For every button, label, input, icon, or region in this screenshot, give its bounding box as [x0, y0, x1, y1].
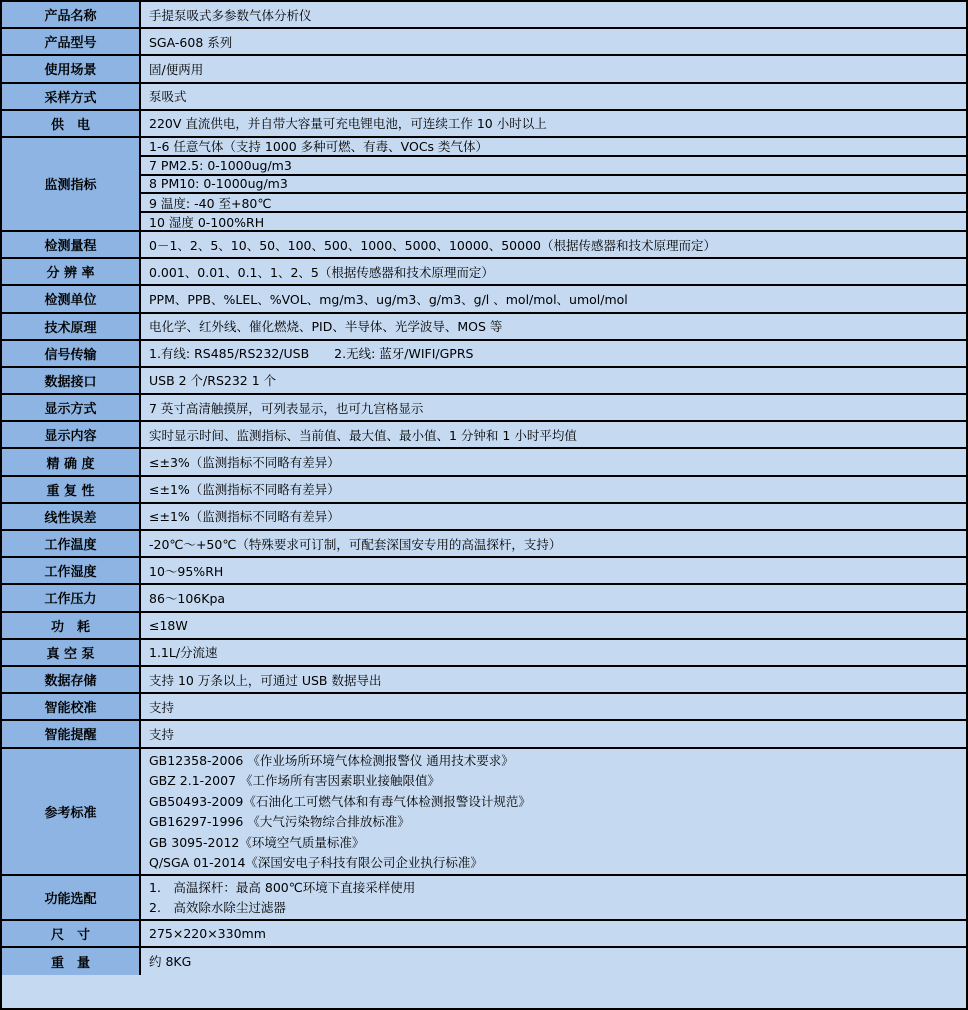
spec-row [2, 477, 966, 504]
spec-row [2, 876, 966, 921]
spec-value-line: GB12358-2006 《作业场所环境气体检测报警仪 通用技术要求》 [149, 752, 514, 768]
spec-label-cell: 供 电 [2, 111, 141, 136]
spec-row [2, 84, 966, 111]
spec-label-cell: 信号传输 [2, 341, 141, 366]
spec-label-cell: 工作压力 [2, 585, 141, 610]
spec-row [2, 259, 966, 286]
spec-value-cell [141, 749, 966, 874]
spec-row [2, 286, 966, 313]
spec-value-line: GBZ 2.1-2007 《工作场所有害因素职业接触限值》 [149, 773, 440, 789]
spec-value-cell [141, 111, 966, 136]
spec-value-line: -20℃～+50℃（特殊要求可订制，可配套深国安专用的高温探杆，支持） [149, 536, 562, 552]
spec-label-cell: 检测量程 [2, 232, 141, 257]
spec-row [2, 2, 966, 29]
spec-value-line: 10 湿度 0-100%RH [149, 214, 265, 230]
spec-value-line: 泵吸式 [149, 89, 187, 105]
spec-label-cell: 监测指标 [2, 138, 141, 230]
spec-value-line: 0－1、2、5、10、50、100、500、1000、5000、10000、50000（根据传感器和技术原理而定） [149, 237, 716, 253]
spec-value-line: 1. 高温探杆：最高 800℃环境下直接采样使用 [149, 879, 416, 895]
spec-value-cell [141, 948, 966, 975]
spec-row [2, 314, 966, 341]
spec-label-cell: 采样方式 [2, 84, 141, 109]
spec-label-cell: 参考标准 [2, 749, 141, 874]
spec-value-cell [141, 667, 966, 692]
spec-value-cell [141, 259, 966, 284]
spec-row [2, 56, 966, 83]
spec-value-cell [141, 449, 966, 474]
spec-value-line: ≤18W [149, 617, 188, 633]
spec-value-line: 1.1L/分流速 [149, 645, 218, 661]
spec-value-cell [141, 504, 966, 529]
spec-row [2, 368, 966, 395]
spec-value-line: 约 8KG [149, 954, 192, 970]
spec-row [2, 395, 966, 422]
spec-value-line: 9 温度: -40 至+80℃ [141, 194, 966, 213]
spec-value-line: 手提泵吸式多参数气体分析仪 [149, 7, 312, 23]
spec-row [2, 138, 966, 232]
spec-row [2, 921, 966, 948]
spec-label-cell: 产品名称 [2, 2, 141, 27]
spec-row [2, 111, 966, 138]
spec-value-cell [141, 232, 966, 257]
spec-value-line: 支持 [149, 699, 175, 715]
spec-row [2, 640, 966, 667]
spec-value-line: PPM、PPB、%LEL、%VOL、mg/m3、ug/m3、g/m3、g/l 、mol/mol、umol/mol [149, 291, 628, 307]
spec-label-cell: 工作温度 [2, 531, 141, 556]
spec-value-line: 支持 [149, 726, 175, 742]
spec-value-cell [141, 558, 966, 583]
spec-value-line: 固/便两用 [149, 61, 204, 77]
spec-label-cell: 工作湿度 [2, 558, 141, 583]
spec-value-cell [141, 286, 966, 311]
spec-value-line: 电化学、红外线、催化燃烧、PID、半导体、光学波导、MOS 等 [149, 319, 503, 335]
spec-row [2, 29, 966, 56]
spec-value-line: 7 PM2.5: 0-1000ug/m3 [141, 157, 966, 176]
spec-value-cell [141, 876, 966, 919]
spec-row [2, 531, 966, 558]
spec-value-line: 7 英寸高清触摸屏，可列表显示，也可九宫格显示 [149, 400, 424, 416]
spec-row [2, 721, 966, 748]
spec-value-cell [141, 84, 966, 109]
spec-value-line: GB 3095-2012《环境空气质量标准》 [149, 834, 365, 850]
spec-row [2, 449, 966, 476]
spec-value-cell [141, 2, 966, 27]
spec-label-cell: 功能选配 [2, 876, 141, 919]
spec-value-line: GB16297-1996 《大气污染物综合排放标准》 [149, 814, 410, 830]
spec-value-cell [141, 613, 966, 638]
spec-value-line: ≤±1%（监测指标不同略有差异） [149, 509, 340, 525]
spec-label-cell: 使用场景 [2, 56, 141, 81]
spec-label-cell: 数据接口 [2, 368, 141, 393]
spec-row [2, 613, 966, 640]
spec-label-cell: 显示内容 [2, 422, 141, 447]
spec-value-line: 10～95%RH [149, 563, 224, 579]
spec-value-line: 1-6 任意气体（支持 1000 多种可燃、有毒、VOCs 类气体） [141, 138, 966, 157]
spec-row [2, 749, 966, 876]
spec-label-cell: 线性误差 [2, 504, 141, 529]
spec-value-line: USB 2 个/RS232 1 个 [149, 373, 277, 389]
spec-value-cell [141, 138, 966, 230]
spec-value-line: 2. 高效除水除尘过滤器 [149, 900, 286, 916]
spec-value-line: Q/SGA 01-2014《深国安电子科技有限公司企业执行标准》 [149, 855, 483, 871]
spec-row [2, 558, 966, 585]
spec-value-line: 1.有线: RS485/RS232/USB 2.无线: 蓝牙/WIFI/GPRS [149, 346, 474, 362]
spec-row [2, 585, 966, 612]
spec-value-cell [141, 56, 966, 81]
spec-row [2, 667, 966, 694]
spec-value-cell [141, 395, 966, 420]
spec-value-line: GB50493-2009《石油化工可燃气体和有毒气体检测报警设计规范》 [149, 793, 531, 809]
spec-value-cell [141, 694, 966, 719]
spec-value-line: 220V 直流供电，并自带大容量可充电锂电池，可连续工作 10 小时以上 [149, 116, 547, 132]
spec-row [2, 504, 966, 531]
spec-row [2, 341, 966, 368]
spec-value-line: ≤±1%（监测指标不同略有差异） [149, 482, 340, 498]
spec-label-cell: 重 复 性 [2, 477, 141, 502]
spec-value-line: 86～106Kpa [149, 590, 226, 606]
spec-label-cell: 数据存储 [2, 667, 141, 692]
spec-label-cell: 智能提醒 [2, 721, 141, 746]
spec-label-cell: 真 空 泵 [2, 640, 141, 665]
spec-label-cell: 技术原理 [2, 314, 141, 339]
spec-value-cell [141, 29, 966, 54]
spec-value-line: 275×220×330mm [149, 925, 266, 941]
spec-value-line: 8 PM10: 0-1000ug/m3 [141, 176, 966, 195]
spec-value-line: ≤±3%（监测指标不同略有差异） [149, 455, 340, 471]
spec-value-line: 支持 10 万条以上，可通过 USB 数据导出 [149, 672, 382, 688]
spec-value-line: 实时显示时间、监测指标、当前值、最大值、最小值、1 分钟和 1 小时平均值 [149, 427, 577, 443]
spec-value-cell [141, 721, 966, 746]
spec-value-cell [141, 921, 966, 946]
spec-label-cell: 显示方式 [2, 395, 141, 420]
spec-row [2, 232, 966, 259]
spec-label-cell: 检测单位 [2, 286, 141, 311]
spec-label-cell: 功 耗 [2, 613, 141, 638]
spec-label-cell: 分 辨 率 [2, 259, 141, 284]
spec-value-cell [141, 477, 966, 502]
spec-value-cell [141, 422, 966, 447]
spec-value-cell [141, 314, 966, 339]
spec-label-cell: 重 量 [2, 948, 141, 975]
spec-label-cell: 智能校准 [2, 694, 141, 719]
spec-row [2, 422, 966, 449]
spec-row [2, 948, 966, 975]
spec-label-cell: 精 确 度 [2, 449, 141, 474]
spec-label-cell: 尺 寸 [2, 921, 141, 946]
spec-value-cell [141, 585, 966, 610]
spec-label-cell: 产品型号 [2, 29, 141, 54]
spec-value-line: SGA-608 系列 [149, 34, 233, 50]
spec-value-cell [141, 368, 966, 393]
spec-value-cell [141, 531, 966, 556]
spec-value-cell [141, 640, 966, 665]
spec-row [2, 694, 966, 721]
spec-value-cell [141, 341, 966, 366]
spec-value-line: 0.001、0.01、0.1、1、2、5（根据传感器和技术原理而定） [149, 264, 494, 280]
